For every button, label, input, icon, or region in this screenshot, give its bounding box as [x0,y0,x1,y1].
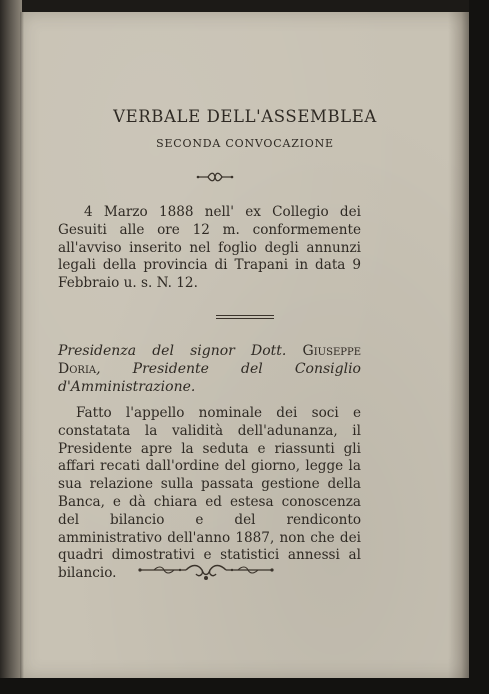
intro-paragraph: 4 Marzo 1888 nell' ex Collegio dei Gesuiti alle ore 12 m. conformemente all'avviso inserito nel foglio degli annunzi legali della provincia di Trapani in data 9 Febbraio u. s. N. 12. [58,204,361,292]
body-paragraph: Fatto l'appello nominale dei soci e constatata la validità dell'adunanza, il Presidente apre la seduta e riassunti gli affari recati dall'ordine del giorno, legge la sua relazione sulla passata gestione della Banca, e dà chiara ed estesa conoscenza del bilancio e del rendiconto amministrativo dell'anno 1887, non che dei quadri dimostrativi e statistici annessi al bilancio. [58,405,361,582]
presidency-paragraph [58,343,361,396]
book-spine-edge [0,0,22,694]
fleuron-divider-icon [196,170,234,184]
presidency-prefix: Presidenza del signor Dott. [58,343,287,359]
scroll-flourish-icon [136,561,276,583]
double-rule-divider [216,314,274,320]
background-bottom [0,678,489,694]
president-name: Giuseppe Doria [58,343,361,377]
document-title: VERBALE DELL'ASSEMBLEA [113,107,377,126]
background-right [469,0,489,694]
presidency-suffix: , Presidente del Consiglio d'Amministrazione. [58,360,361,395]
document-subtitle: SECONDA CONVOCAZIONE [156,137,334,150]
